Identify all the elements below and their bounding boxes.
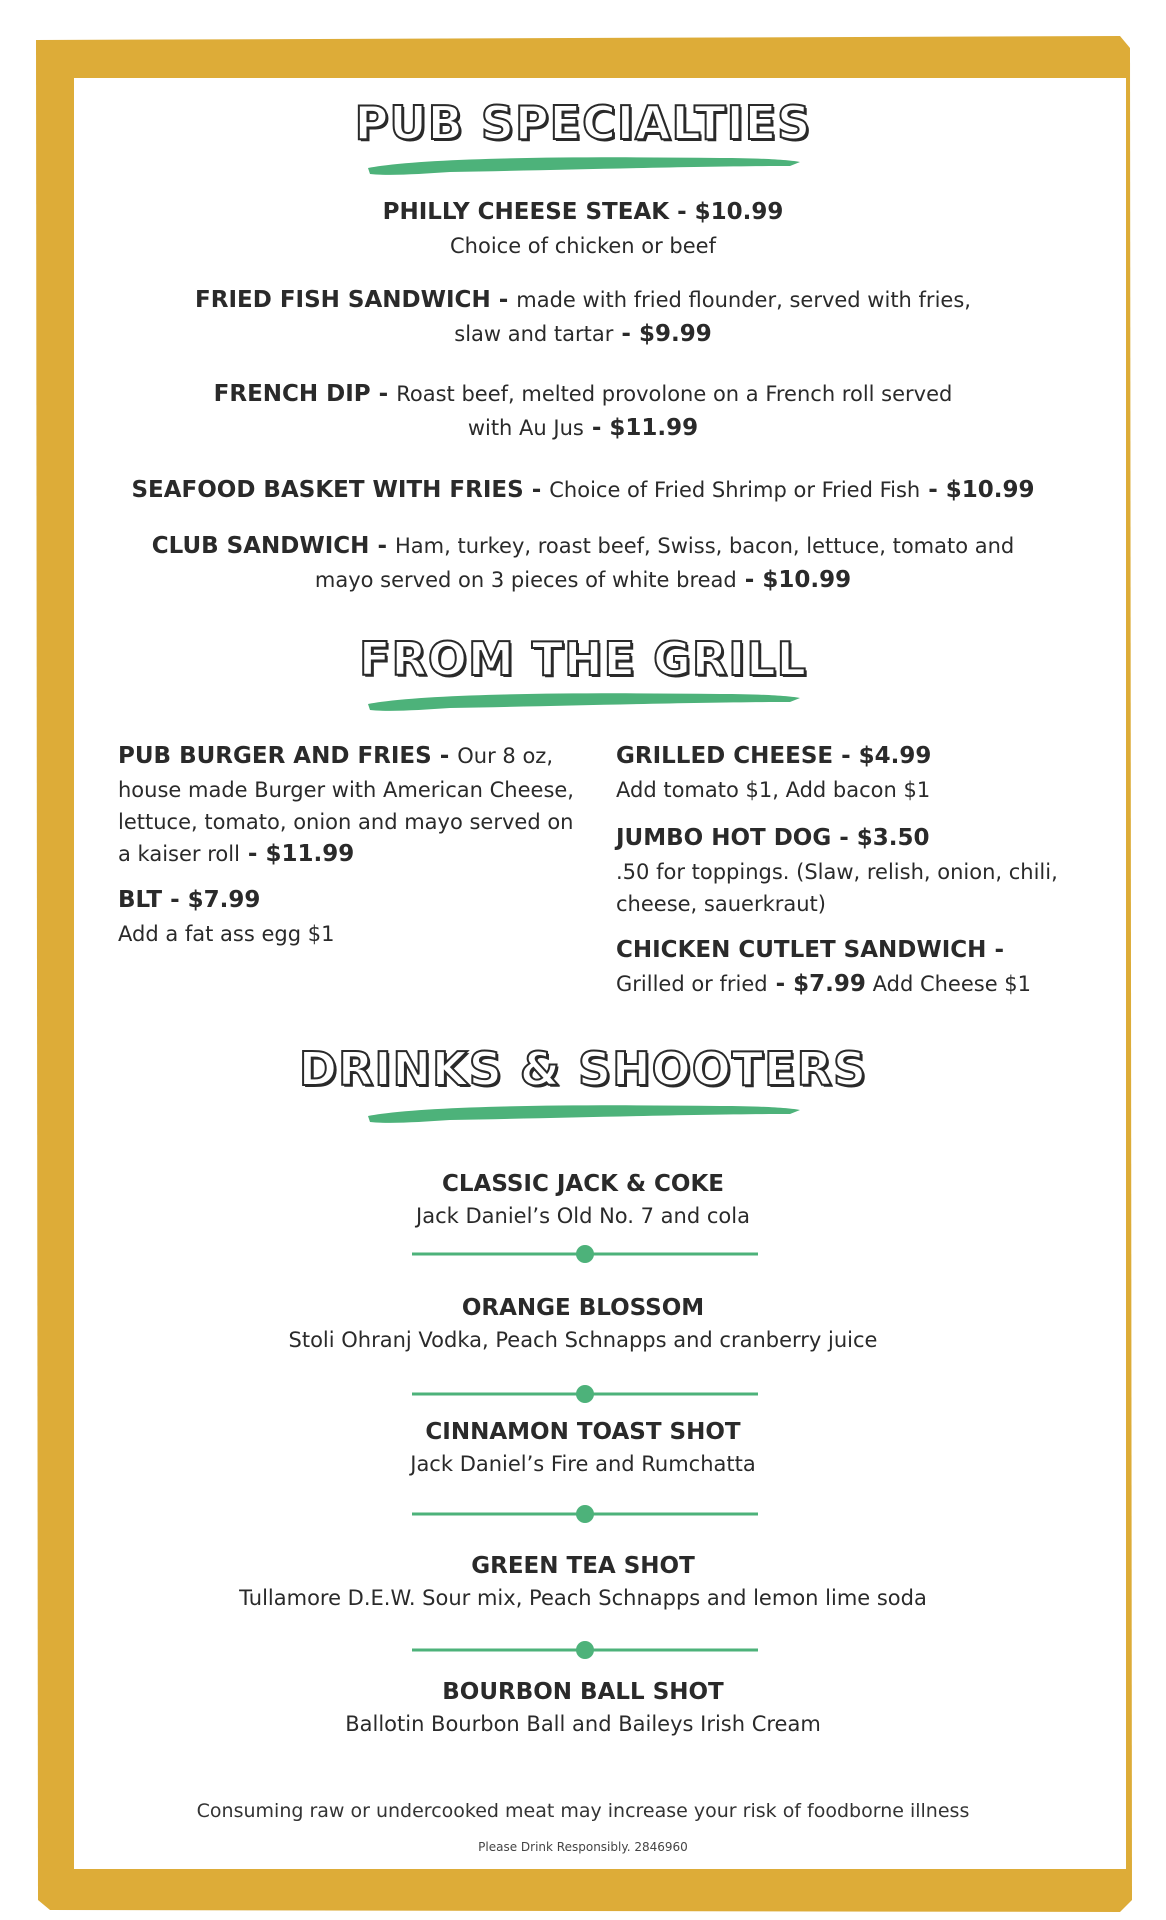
item-club-sandwich: CLUB SANDWICH - Ham, turkey, roast beef, Swiss, bacon, lettuce, tomato and mayo served on 3 pieces of white bread - $10.99 <box>151 533 1015 593</box>
item-desc: Ham, turkey, roast beef, Swiss, bacon, lettuce, tomato and <box>395 534 1015 558</box>
divider-dot <box>576 1505 594 1523</box>
item-desc: Add tomato $1, Add bacon $1 <box>616 778 931 802</box>
item-name: GRILLED CHEESE <box>616 743 834 769</box>
item-extra: Add Cheese $1 <box>872 972 1032 996</box>
item-desc: cheese, sauerkraut) <box>616 892 826 916</box>
item-desc: mayo served on 3 pieces of white bread <box>314 568 737 592</box>
item-desc: .50 for toppings. (Slaw, relish, onion, chili, <box>616 860 1058 884</box>
item-desc: house made Burger with American Cheese, <box>118 778 574 802</box>
item-desc: slaw and tartar <box>454 322 614 346</box>
drink-desc: Jack Daniel’s Old No. 7 and cola <box>416 1204 750 1228</box>
foodborne-warning: Consuming raw or undercooked meat may increase your risk of foodborne illness <box>196 1800 970 1822</box>
drinks-shooters-title: DRINKS & SHOOTERS <box>298 1042 868 1096</box>
drink-item <box>100 1550 1066 1614</box>
item-french-dip: FRENCH DIP - Roast beef, melted provolone on a French roll served with Au Jus - $11.99 <box>213 381 953 441</box>
item-desc: a kaiser roll <box>118 842 240 866</box>
drink-desc: Jack Daniel’s Fire and Rumchatta <box>410 1452 756 1476</box>
from-the-grill-title: FROM THE GRILL <box>359 632 807 686</box>
pub-specialties-title: PUB SPECIALTIES <box>354 96 812 150</box>
item-name: PHILLY CHEESE STEAK <box>382 199 670 225</box>
item-blt: BLT - $7.99 Add a fat ass egg $1 <box>118 884 618 950</box>
drink-divider <box>0 1384 1166 1404</box>
item-price: $11.99 <box>265 841 355 867</box>
drink-item <box>100 1168 1066 1232</box>
drink-item <box>100 1676 1066 1740</box>
drink-item <box>100 1292 1066 1356</box>
divider-dot <box>576 1641 594 1659</box>
drink-desc: Ballotin Bourbon Ball and Baileys Irish Cream <box>345 1712 821 1736</box>
item-name: CHICKEN CUTLET SANDWICH <box>616 937 987 963</box>
divider-dot <box>576 1385 594 1403</box>
item-name: CLUB SANDWICH <box>151 533 370 559</box>
item-desc: Choice of chicken or beef <box>450 234 716 258</box>
item-price: $3.50 <box>856 825 930 851</box>
pub-brush-underline <box>0 150 1166 180</box>
item-desc: Grilled or fried <box>616 972 768 996</box>
drink-name: GREEN TEA SHOT <box>471 1553 695 1579</box>
item-jumbo-hot-dog: JUMBO HOT DOG - $3.50 .50 for toppings. (Slaw, relish, onion, chili, cheese, sauerkraut) <box>616 822 1116 920</box>
item-grilled-cheese: GRILLED CHEESE - $4.99 Add tomato $1, Add bacon $1 <box>616 740 1116 806</box>
item-price: $10.99 <box>694 199 784 225</box>
item-chicken-cutlet: CHICKEN CUTLET SANDWICH - Grilled or fried - $7.99 Add Cheese $1 <box>616 937 1032 997</box>
item-price: $10.99 <box>762 567 852 593</box>
drink-name: BOURBON BALL SHOT <box>442 1679 724 1705</box>
item-name: SEAFOOD BASKET WITH FRIES <box>131 477 524 503</box>
item-price: $9.99 <box>638 321 712 347</box>
drink-item <box>100 1416 1066 1480</box>
drink-desc: Tullamore D.E.W. Sour mix, Peach Schnapps and lemon lime soda <box>239 1586 927 1610</box>
item-price: $7.99 <box>793 971 866 997</box>
item-philly-cheese-steak: PHILLY CHEESE STEAK - $10.99 Choice of chicken or beef <box>120 196 1046 262</box>
drink-desc: Stoli Ohranj Vodka, Peach Schnapps and cranberry juice <box>288 1328 878 1352</box>
drink-name: CINNAMON TOAST SHOT <box>425 1419 741 1445</box>
drinks-brush-underline <box>0 1098 1166 1128</box>
drink-divider <box>0 1504 1166 1524</box>
item-name: FRENCH DIP <box>213 381 371 407</box>
item-price: $4.99 <box>858 743 932 769</box>
item-name: FRIED FISH SANDWICH <box>195 287 491 313</box>
item-desc: made with fried flounder, served with fries, <box>516 288 971 312</box>
drink-name: ORANGE BLOSSOM <box>461 1295 705 1321</box>
drink-name: CLASSIC JACK & COKE <box>442 1171 724 1197</box>
item-desc: Add a fat ass egg $1 <box>118 922 335 946</box>
drink-divider <box>0 1244 1166 1264</box>
drink-divider <box>0 1640 1166 1660</box>
item-desc: lettuce, tomato, onion and mayo served on <box>118 810 574 834</box>
grill-brush-underline <box>0 686 1166 716</box>
item-price: $10.99 <box>945 477 1035 503</box>
divider-dot <box>576 1245 594 1263</box>
item-seafood-basket: SEAFOOD BASKET WITH FRIES - Choice of Fried Shrimp or Fried Fish - $10.99 <box>131 477 1035 503</box>
item-price: $7.99 <box>187 887 261 913</box>
item-desc: Our 8 oz, <box>457 744 553 768</box>
item-price: $11.99 <box>609 415 699 441</box>
drink-responsibly-note: Please Drink Responsibly. 2846960 <box>478 1840 688 1854</box>
item-desc: with Au Jus <box>467 416 584 440</box>
item-name: JUMBO HOT DOG <box>616 825 832 851</box>
item-pub-burger: PUB BURGER AND FRIES - Our 8 oz, house made Burger with American Cheese, lettuce, tomato, onion and mayo served on a kaiser roll - $11.99 <box>118 740 618 872</box>
item-fried-fish-sandwich: FRIED FISH SANDWICH - made with fried flounder, served with fries, slaw and tartar - $9.99 <box>195 287 971 347</box>
item-name: PUB BURGER AND FRIES <box>118 743 432 769</box>
item-name: BLT <box>118 887 163 913</box>
item-desc: Roast beef, melted provolone on a French roll served <box>396 382 953 406</box>
item-desc: Choice of Fried Shrimp or Fried Fish <box>549 478 921 502</box>
